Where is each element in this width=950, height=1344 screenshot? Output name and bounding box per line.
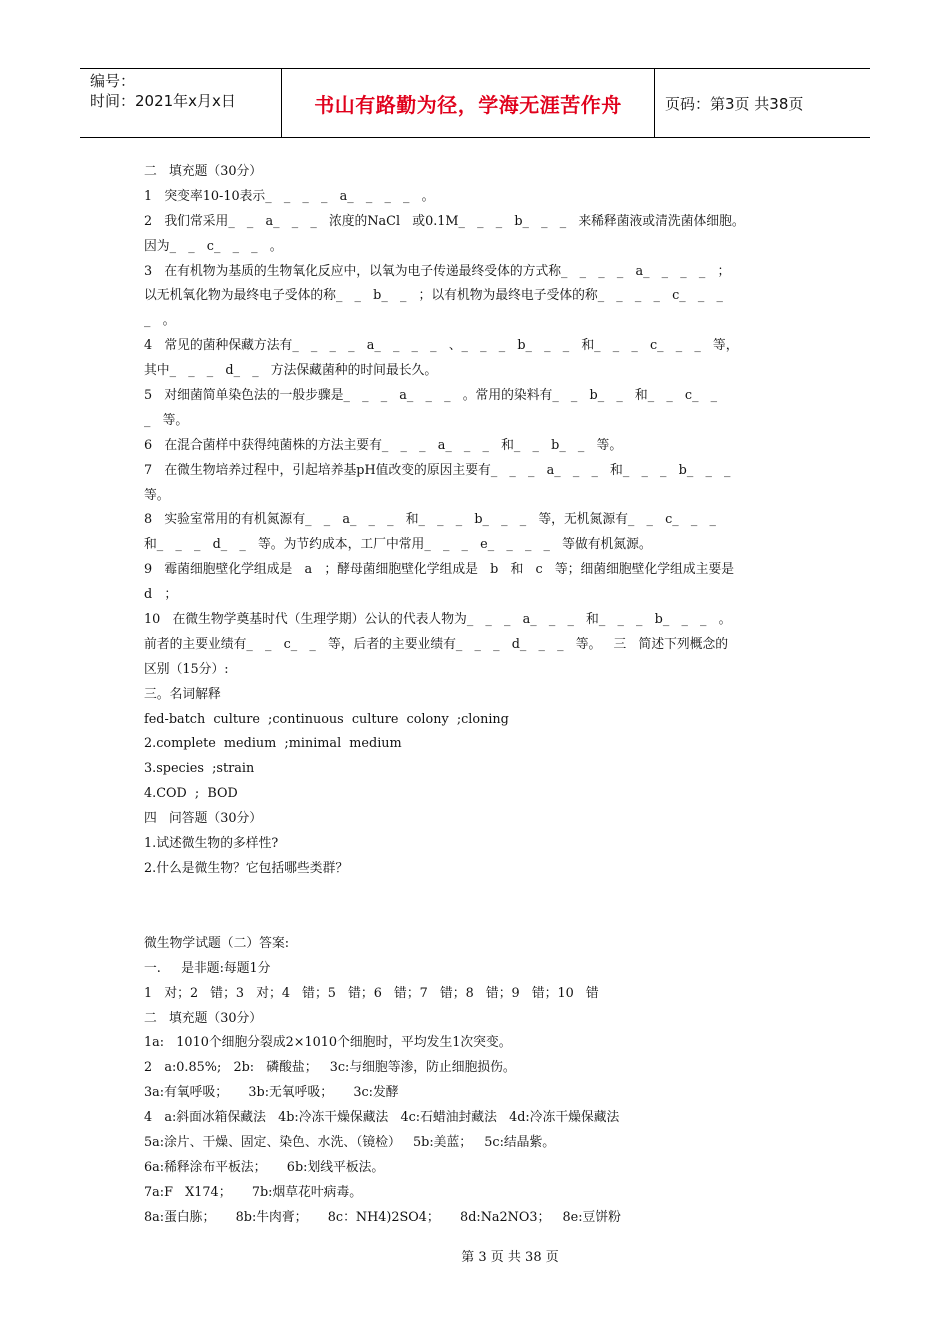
text-line: 三。名词解释 (144, 686, 221, 702)
text-line: 二 填充题（30分） (144, 164, 263, 179)
header-motto: 书山有路勤为径，学海无涯苦作舟 (282, 69, 655, 137)
text-line: d ； (144, 587, 178, 603)
document-date-label: 时间：2021年x月x日 (90, 92, 236, 110)
document-body (144, 160, 824, 1231)
text-line: 微生物学试题（二）答案: (144, 935, 290, 951)
text-line: 1 突变率10-10表示_ _ _ _ a_ _ _ _ 。 (144, 188, 435, 204)
text-line: 3.species ;strain (144, 761, 255, 777)
text-line: 8a:蛋白胨； 8b:牛肉膏； 8c：NH4)2SO4； 8d:Na2NO3； 8e:豆饼粉 (144, 1209, 621, 1225)
section-gap (144, 882, 824, 932)
document-number-label: 编号： (90, 72, 136, 90)
text-line: 二 填充题（30分） (144, 1010, 263, 1026)
text-line: 1a: 1010个细胞分裂成2×1010个细胞时，平均发生1次突变。 (144, 1035, 512, 1051)
page-header (80, 68, 870, 138)
text-line: fed-batch culture ;continuous culture colony ;cloning (144, 711, 509, 727)
text-line: 7a:F X174； 7b:烟草花叶病毒。 (144, 1184, 363, 1200)
text-line: 四 问答题（30分） (144, 811, 263, 827)
exam-questions-section (144, 160, 824, 882)
text-line: 区别（15分）: (144, 661, 229, 677)
text-line: _ 等。 (144, 412, 189, 428)
text-line: 4 a:斜面冰箱保藏法 4b:冷冻干燥保藏法 4c:石蜡油封藏法 4d:冷冻干燥保藏法 (144, 1110, 620, 1126)
text-line: 6a:稀释涂布平板法； 6b:划线平板法。 (144, 1159, 385, 1175)
text-line: 一. 是非题:每题1分 (144, 960, 271, 976)
text-line: 4 常见的菌种保藏方法有_ _ _ _ a_ _ _ _ 、_ _ _ b_ _ _ 和_ _ _ c_ _ _ 等， (144, 338, 739, 354)
text-line: 以无机氧化物为最终电子受体的称_ _ b_ _ ；以有机物为最终电子受体的称_ _ _ _ c_ _ _ (144, 288, 723, 304)
text-line: 6 在混合菌样中获得纯菌株的方法主要有_ _ _ a_ _ _ 和_ _ b_ _ 等。 (144, 437, 623, 453)
text-line: 5 对细菌简单染色法的一般步骤是_ _ _ a_ _ _ 。常用的染料有_ _ b_ _ 和_ _ c_ _ (144, 388, 718, 404)
text-line: 2 a:0.85%; 2b: 磷酸盐； 3c:与细胞等渗，防止细胞损伤。 (144, 1060, 516, 1076)
text-line: 因为_ _ c_ _ _ 。 (144, 238, 283, 254)
text-line: 等。 (144, 487, 170, 503)
text-line: 1.试述微生物的多样性? (144, 836, 279, 852)
header-meta (80, 69, 282, 137)
text-line: 2.什么是微生物？它包括哪些类群？ (144, 860, 349, 876)
text-line: 和_ _ _ d_ _ 等。为节约成本，工厂中常用_ _ _ e_ _ _ _ 等做有机氮源。 (144, 537, 652, 553)
text-line: 4.COD ; BOD (144, 786, 238, 802)
text-line: 3a:有氧呼吸； 3b:无氧呼吸； 3c:发酵 (144, 1085, 399, 1101)
text-line: 5a:涂片、干燥、固定、染色、水洗、（镜检） 5b:美蓝； 5c:结晶紫。 (144, 1134, 556, 1150)
text-line: 1 对；2 错；3 对；4 错；5 错；6 错；7 错；8 错；9 错；10 错 (144, 985, 599, 1001)
text-line: _ 。 (144, 313, 176, 329)
text-line: 7 在微生物培养过程中，引起培养基pH值改变的原因主要有_ _ _ a_ _ _ 和_ _ _ b_ _ _ (144, 462, 731, 478)
text-line: 10 在微生物学奠基时代（生理学期）公认的代表人物为_ _ _ a_ _ _ 和_ _ _ b_ _ _ 。 (144, 612, 732, 628)
text-line: 8 实验室常用的有机氮源有_ _ a_ _ _ 和_ _ _ b_ _ _ 等，无机氮源有_ _ c_ _ _ (144, 512, 716, 528)
header-page-number: 页码：第3页 共38页 (665, 94, 804, 113)
text-line: 2.complete medium ;minimal medium (144, 736, 402, 752)
page-footer: 第 3 页 共 38 页 (461, 1250, 559, 1265)
answer-key-section (144, 932, 824, 1231)
text-line: 9 霉菌细胞壁化学组成是 a ；酵母菌细胞壁化学组成是 b 和 c 等；细菌细胞壁化学组成主要是 (144, 562, 735, 578)
text-line: 2 我们常采用_ _ a_ _ _ 浓度的NaCl 或0.1M_ _ _ b_ _ _ 来稀释菌液或清洗菌体细胞。 (144, 213, 745, 229)
text-line: 3 在有机物为基质的生物氧化反应中，以氧为电子传递最终受体的方式称_ _ _ _ a_ _ _ _ ； (144, 263, 731, 279)
text-line: 前者的主要业绩有_ _ c_ _ 等，后者的主要业绩有_ _ _ d_ _ _ 等。 三 简述下列概念的 (144, 636, 729, 652)
text-line: 其中_ _ _ d_ _ 方法保藏菌种的时间最长久。 (144, 363, 438, 379)
